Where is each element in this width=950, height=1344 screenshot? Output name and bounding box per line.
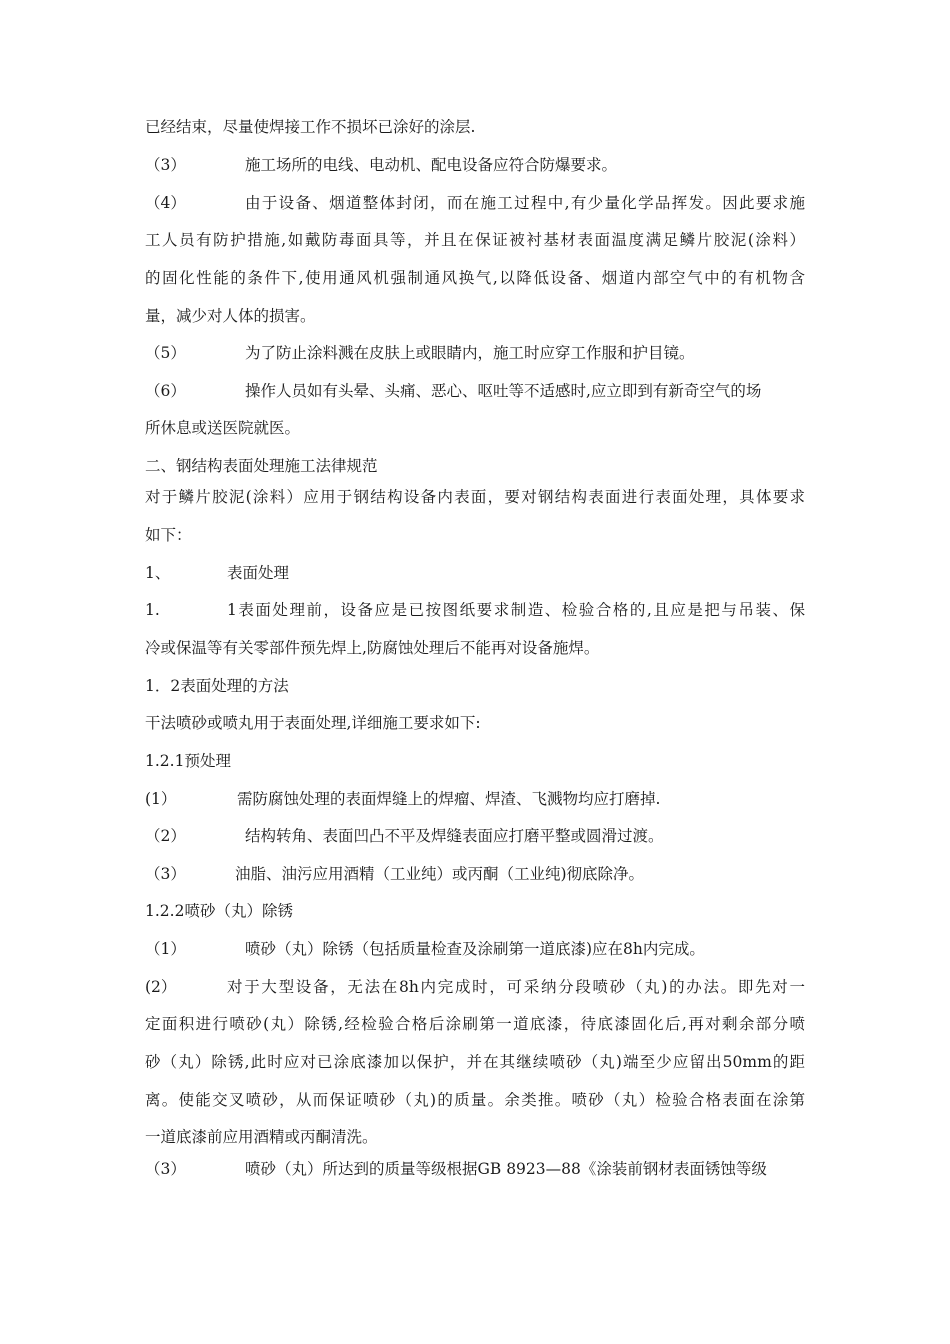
list-number: （2） [145, 827, 186, 845]
line-text: 1.2.1预处理 [145, 752, 231, 770]
line-text: 离。使能交叉喷砂，从而保证喷砂（丸)的质量。余类推。喷砂（丸）检验合格表面在涂第 [145, 1091, 805, 1109]
list-number: （3） [145, 865, 186, 883]
line-text: 喷砂（丸）所达到的质量等级根据GB 8923—88《涂装前钢材表面锈蚀等级 [245, 1160, 767, 1178]
list-number: (1） [145, 790, 177, 808]
line-text: 干法喷砂或喷丸用于表面处理,详细施工要求如下: [145, 714, 481, 732]
list-number: （4） [145, 194, 186, 212]
paragraph-line [145, 826, 664, 846]
line-text: 结构转角、表面凹凸不平及焊缝表面应打磨平整或圆滑过渡。 [245, 827, 664, 845]
line-text: 冷或保温等有关零部件预先焊上,防腐蚀处理后不能再对设备施焊。 [145, 639, 600, 657]
paragraph-line [145, 155, 618, 175]
list-number: (2） [145, 978, 177, 996]
line-text: 对于大型设备，无法在8h内完成时，可采纳分段喷砂（丸)的办法。即先对一 [227, 978, 805, 996]
line-text: 的固化性能的条件下,使用通风机强制通风换气,以降低设备、烟道内部空气中的有机物含 [145, 269, 805, 287]
list-number: （3） [145, 1160, 186, 1178]
line-text: 如下： [145, 526, 192, 544]
paragraph-line [145, 939, 705, 959]
list-number: 1. [145, 601, 160, 619]
line-text: 表面处理 [227, 564, 290, 582]
paragraph-line [145, 193, 805, 213]
list-number: （1） [145, 940, 186, 958]
paragraph-line [145, 1159, 767, 1179]
line-text: 施工场所的电线、电动机、配电设备应符合防爆要求。 [245, 156, 618, 174]
line-text: 一道底漆前应用酒精或丙酮清洗。 [145, 1128, 378, 1146]
line-text: 油脂、油污应用酒精（工业纯）或丙酮（工业纯)彻底除净。 [235, 865, 645, 883]
list-number: （6） [145, 382, 186, 400]
paragraph-line [145, 789, 661, 809]
paragraph-line [145, 563, 290, 583]
line-text: 所休息或送医院就医。 [145, 419, 301, 437]
line-text: 工人员有防护措施,如戴防毒面具等，并且在保证被衬基材表面温度满足鳞片胶泥(涂料） [145, 231, 805, 249]
paragraph-line [145, 864, 645, 884]
line-text: 需防腐蚀处理的表面焊缝上的焊瘤、焊渣、飞溅物均应打磨掉. [237, 790, 661, 808]
list-number: （5） [145, 344, 186, 362]
line-text: 喷砂（丸）除锈（包括质量检查及涂刷第一道底漆)应在8h内完成。 [245, 940, 705, 958]
line-text: 定面积进行喷砂(丸）除锈,经检验合格后涂刷第一道底漆，待底漆固化后,再对剩余部分喷 [145, 1015, 805, 1033]
paragraph-line [145, 381, 762, 401]
line-text: 砂（丸）除锈,此时应对已涂底漆加以保护，并在其继续喷砂（丸)端至少应留出50mm的距 [145, 1053, 805, 1071]
list-number: 1、 [145, 564, 171, 582]
line-text: 二、钢结构表面处理施工法律规范 [145, 457, 378, 475]
line-text: 操作人员如有头晕、头痛、恶心、呕吐等不适感时,应立即到有新奇空气的场 [245, 382, 762, 400]
paragraph-line [145, 977, 805, 997]
line-text: 1．2表面处理的方法 [145, 677, 289, 695]
list-number: （3） [145, 156, 186, 174]
paragraph-line [145, 343, 695, 363]
line-text: 对于鳞片胶泥(涂料）应用于钢结构设备内表面，要对钢结构表面进行表面处理，具体要求 [145, 488, 805, 506]
line-text: 由于设备、烟道整体封闭，而在施工过程中,有少量化学品挥发。因此要求施 [245, 194, 805, 212]
line-text: 1表面处理前，设备应是已按图纸要求制造、检验合格的,且应是把与吊装、保 [227, 601, 805, 619]
line-text: 为了防止涂料溅在皮肤上或眼睛内，施工时应穿工作服和护目镜。 [245, 344, 695, 362]
line-text: 量，减少对人体的损害。 [145, 307, 316, 325]
paragraph-line [145, 600, 805, 620]
line-text: 1.2.2喷砂（丸）除锈 [145, 902, 293, 920]
line-text: 已经结束，尽量使焊接工作不损坏已涂好的涂层. [145, 118, 476, 136]
